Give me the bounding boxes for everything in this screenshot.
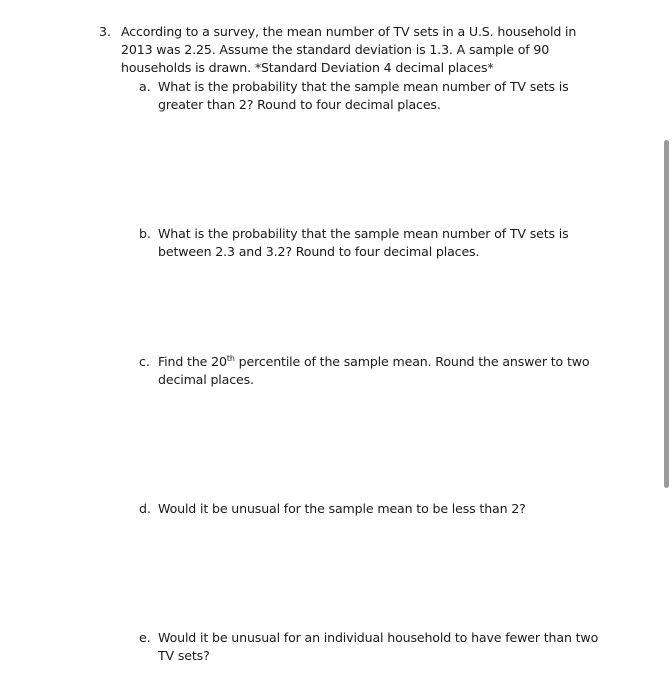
- part-c-text-post: percentile of the sample mean. Round the answer to two: [234, 354, 590, 369]
- part-d-label: d.: [139, 501, 151, 516]
- part-b-label: b.: [139, 226, 151, 241]
- part-e-text-line-1: Would it be unusual for an individual household to have fewer than two: [158, 630, 599, 645]
- part-a-text-line-1: What is the probability that the sample mean number of TV sets is: [158, 79, 569, 94]
- question-number: 3.: [99, 24, 112, 39]
- question-text-line-2: 2013 was 2.25. Assume the standard deviation is 1.3. A sample of 90: [121, 42, 550, 57]
- part-c-label: c.: [139, 354, 150, 369]
- part-a-label: a.: [139, 79, 151, 94]
- vertical-scrollbar[interactable]: [664, 140, 669, 488]
- part-c-text-line-2: decimal places.: [158, 372, 254, 387]
- part-b-text-line-1: What is the probability that the sample mean number of TV sets is: [158, 226, 569, 241]
- part-a-text-line-2: greater than 2? Round to four decimal places.: [158, 97, 441, 112]
- part-c-text-line-1: [158, 353, 589, 371]
- part-c-text-pre: Find the 20: [158, 354, 227, 369]
- part-c-ordinal-suffix: th: [226, 353, 235, 363]
- part-d-text-line-1: Would it be unusual for the sample mean to be less than 2?: [158, 501, 526, 516]
- part-b-text-line-2: between 2.3 and 3.2? Round to four decimal places.: [158, 244, 480, 259]
- question-text-line-1: According to a survey, the mean number of TV sets in a U.S. household in: [121, 24, 577, 39]
- part-e-label: e.: [139, 630, 151, 645]
- part-e-text-line-2: TV sets?: [158, 648, 210, 663]
- question-text-line-3: households is drawn. *Standard Deviation 4 decimal places*: [121, 60, 494, 75]
